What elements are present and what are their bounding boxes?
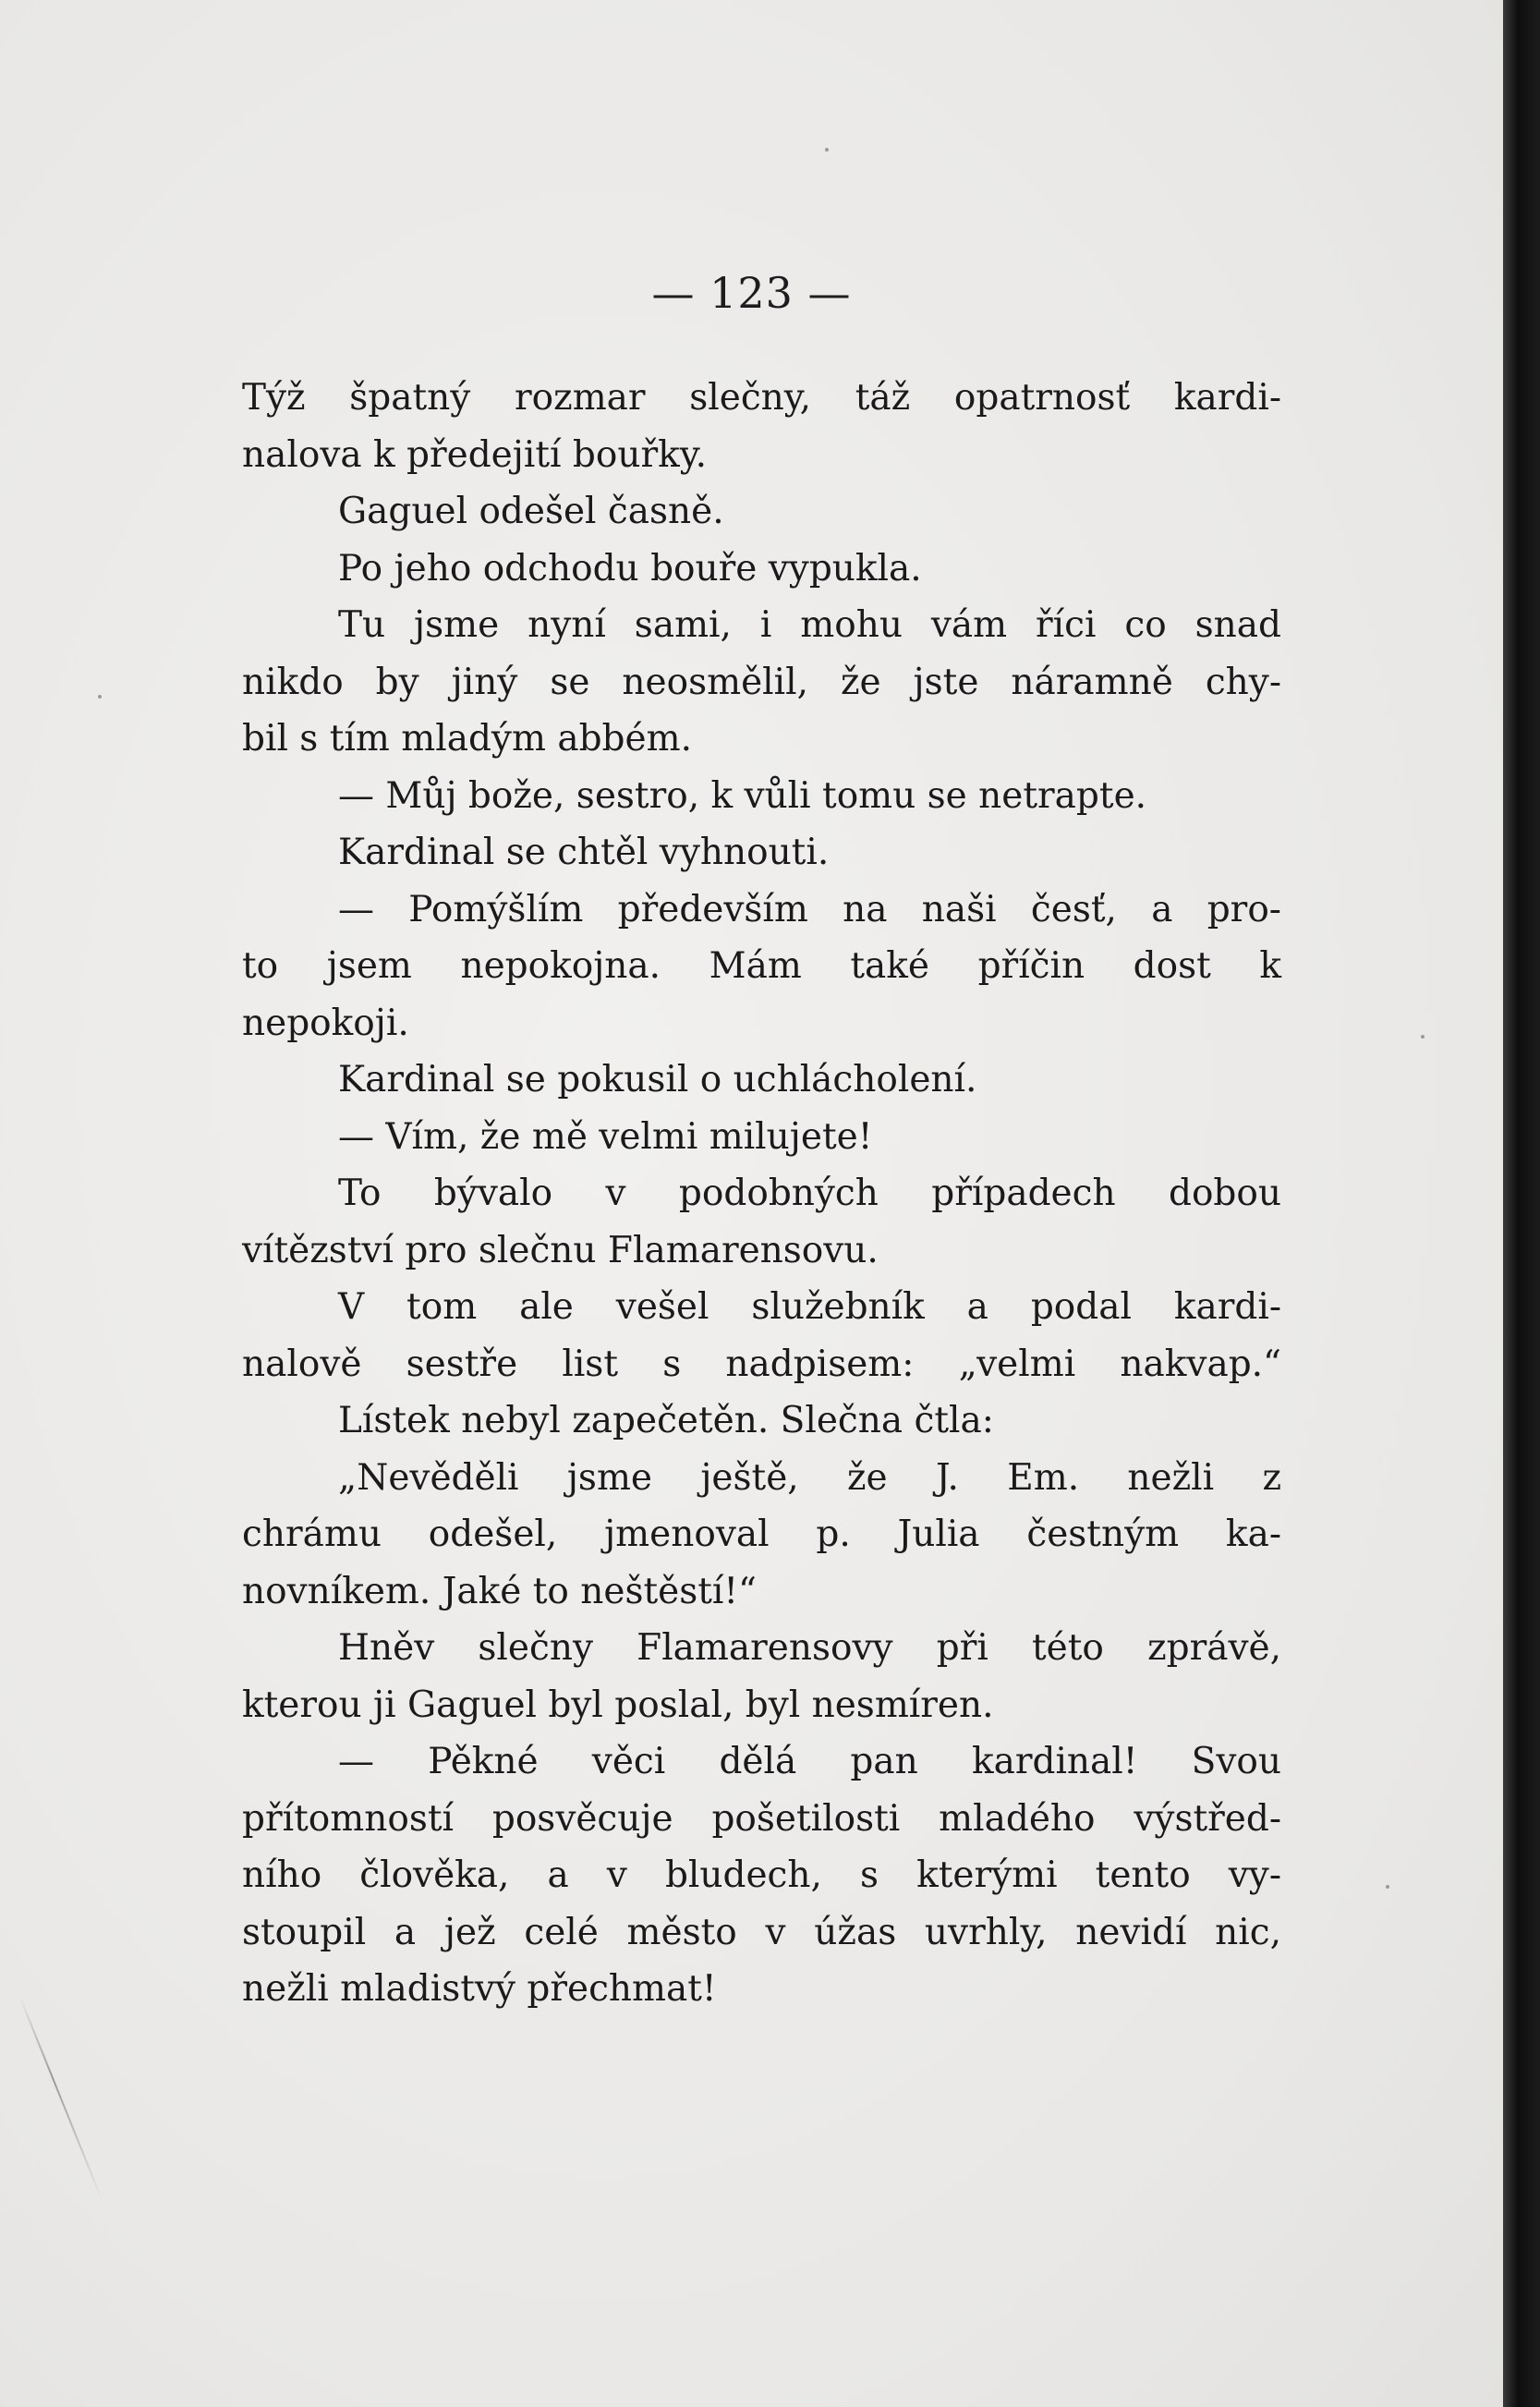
paper-speck [825,148,829,152]
text-line: vítězství pro slečnu Flamarensovu. [242,1229,879,1271]
text-line: bil s tím mladým abbém. [242,718,692,760]
page-number: — 123 — [651,268,852,318]
text-line: „Nevěděli jsme ještě, že J. Em. nežli z [338,1456,1281,1499]
text-line: Hněv slečny Flamarensovy při této zprávě, [338,1627,1281,1669]
text-line: ního člověka, a v bludech, s kterými tento vy- [242,1854,1281,1896]
text-line: — Vím, že mě velmi milujete! [338,1115,873,1158]
text-line: nepokoji. [242,1002,409,1044]
text-line: — Pěkné věci dělá pan kardinal! Svou [338,1741,1281,1782]
paper-speck [1421,1035,1425,1039]
text-line: nalova k předejití bouřky. [242,433,707,476]
paper-speck [1386,1885,1389,1889]
text-line: stoupil a jež celé město v úžas uvrhly, nevidí nic, [242,1911,1281,1953]
text-line: chrámu odešel, jmenoval p. Julia čestným ka- [242,1513,1281,1555]
page-fold-mark [18,1995,103,2201]
text-line: nikdo by jiný se neosmělil, že jste náramně chy- [242,661,1281,703]
text-line: Týž špatný rozmar slečny, táž opatrnosť kardi- [242,377,1281,419]
text-line: novníkem. Jaké to neštěstí!“ [242,1570,757,1612]
text-line: Po jeho odchodu bouře vypukla. [338,547,922,590]
text-line: to jsem nepokojna. Mám také příčin dost k [242,945,1281,987]
text-line: — Pomýšlím především na naši česť, a pro- [338,888,1281,930]
body-text [242,370,1281,2018]
text-line: Kardinal se pokusil o uchlácholení. [338,1059,977,1100]
scan-edge-shadow [1503,0,1540,2407]
text-line: Gaguel odešel časně. [338,491,724,532]
text-line: nalově sestře list s nadpisem: „velmi nakvap.“ [242,1343,1281,1385]
text-line: nežli mladistvý přechmat! [242,1968,717,2010]
text-line: V tom ale vešel služebník a podal kardi- [338,1286,1281,1328]
text-line: přítomností posvěcuje pošetilosti mladého výstřed- [242,1797,1281,1840]
text-line: Tu jsme nyní sami, i mohu vám říci co snad [338,604,1281,646]
text-line: Kardinal se chtěl vyhnouti. [338,832,830,873]
text-line: — Můj bože, sestro, k vůli tomu se netrapte. [338,774,1147,817]
text-line: kterou ji Gaguel byl poslal, byl nesmíren. [242,1684,994,1726]
text-line: To bývalo v podobných případech dobou [338,1173,1281,1214]
paper-speck [98,695,102,699]
text-line: Lístek nebyl zapečetěn. Slečna čtla: [338,1400,994,1441]
